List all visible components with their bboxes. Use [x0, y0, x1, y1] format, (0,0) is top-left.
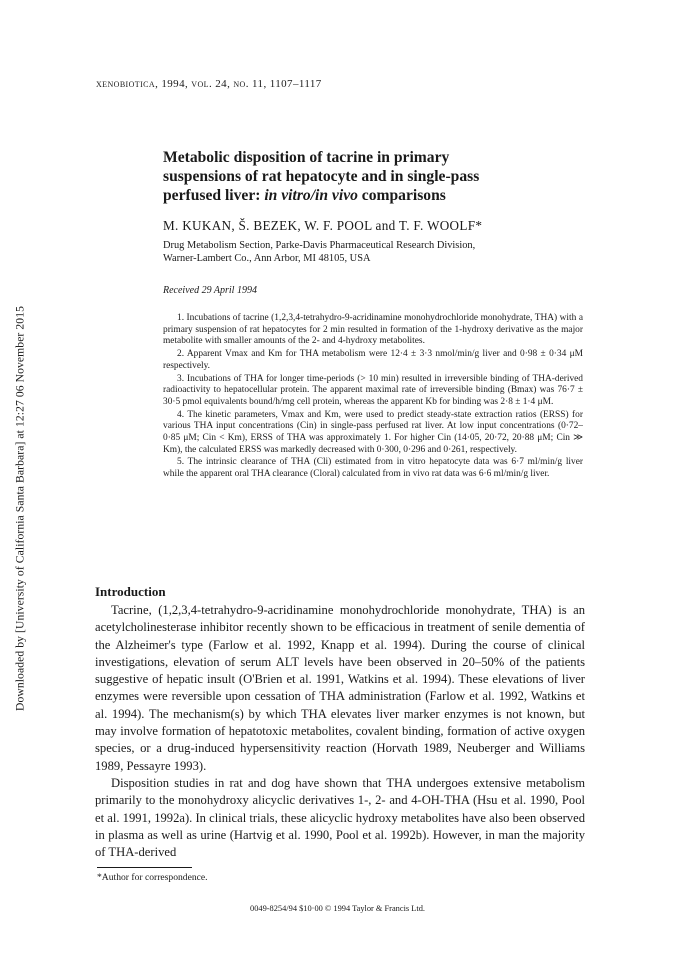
- title-italic-phrase: in vitro/in vivo: [264, 187, 358, 204]
- download-watermark: Downloaded by [University of California Santa Barbara] at 12:27 06 November 2015: [13, 306, 27, 711]
- title-line-3-start: perfused liver:: [163, 187, 265, 204]
- issue-number: 11: [252, 78, 264, 90]
- correspondence-footnote: *Author for correspondence.: [97, 872, 208, 883]
- abstract-point-5: 5. The intrinsic clearance of THA (Cli) estimated from in vitro hepatocyte data was 6·7 ml/min/g liver while the apparent oral THA clearance (Cloral) calculated from in vivo rat data was 6·6 ml/min/g liver.: [163, 457, 583, 480]
- journal-header: xenobiotica, 1994, vol. 24, no. 11, 1107–1117: [96, 78, 322, 90]
- page-range: 1107–1117: [269, 78, 322, 90]
- abstract-point-2: 2. Apparent Vmax and Km for THA metabolism were 12·4 ± 3·3 nmol/min/g liver and 0·98 ± 0·34 μM respectively.: [163, 349, 583, 371]
- intro-paragraph-2: Disposition studies in rat and dog have shown that THA undergoes extensive metabolism primarily to the monohydroxy alicyclic derivatives 1-, 2- and 4-OH-THA (Hsu et al. 1990, Pool et al. 1991, 1992a). In clinical trials, these alicyclic hydroxy metabolites have also been observed in plasma as well as urine (Hartvig et al. 1990, Pool et al. 1992b). However, in man the majority of THA-derived: [95, 775, 585, 860]
- affiliation-line-2: Warner-Lambert Co., Ann Arbor, MI 48105, USA: [163, 252, 371, 264]
- abstract: [163, 313, 583, 482]
- copyright-line: 0049-8254/94 $10·00 © 1994 Taylor & Francis Ltd.: [250, 904, 425, 913]
- abstract-point-4: 4. The kinetic parameters, Vmax and Km, were used to predict steady-state extraction ratios (ERSS) for various THA input concentrations (Cin) in single-pass perfused rat liver. At low input concentrations (0·72–0·85 μM; Cin < Km), ERSS of THA was approximately 1. For higher Cin (14·05, 20·72, 20·88 μM; Cin ≫ Km), the calculated ERSS was markedly decreased with 0·300, 0·296 and 0·261, respectively.: [163, 409, 583, 455]
- author-list: M. KUKAN, Š. BEZEK, W. F. POOL and T. F. WOOLF*: [163, 218, 483, 233]
- volume-label: vol.: [191, 78, 213, 90]
- title-line-1: Metabolic disposition of tacrine in primary: [163, 149, 450, 166]
- abstract-point-1: 1. Incubations of tacrine (1,2,3,4-tetrahydro-9-acridinamine monohydrochloride monohydrate, THA) with a primary suspension of rat hepatocytes for 2 min resulted in formation of the 1-hydroxy derivative as the major metabolite with smaller amounts of the 2- and 4-hydroxy metabolites.: [163, 313, 583, 347]
- affiliation: [163, 240, 583, 265]
- journal-year: 1994: [161, 78, 185, 90]
- article-title: [163, 148, 583, 205]
- abstract-point-3: 3. Incubations of THA for longer time-periods (> 10 min) resulted in irreversible binding of THA-derived radioactivity to hepatocellular protein. The apparent maximal rate of irreversible binding (Bmax) was 76·7 ± 30·5 pmol equivalents bound/h/mg cell protein, whereas the apparent Kb for binding was 2·8 ± 1·4 μM.: [163, 373, 583, 407]
- title-line-3-end: comparisons: [357, 187, 446, 204]
- affiliation-line-1: Drug Metabolism Section, Parke-Davis Pharmaceutical Research Division,: [163, 240, 476, 251]
- title-line-3: [163, 186, 583, 205]
- issue-label: no.: [233, 78, 249, 90]
- volume-number: 24: [215, 78, 228, 90]
- introduction-body: [95, 602, 585, 861]
- intro-paragraph-1: Tacrine, (1,2,3,4-tetrahydro-9-acridinamine monohydrochloride monohydrate, THA) is an acetylcholinesterase inhibitor recently shown to be efficacious in treatment of senile dementia of the Alzheimer's type (Farlow et al. 1992, Knapp et al. 1994). During the course of clinical investigations, elevation of serum ALT levels have been observed in 20–50% of the patients suggestive of hepatic insult (O'Brien et al. 1991, Watkins et al. 1994). These elevations of liver enzymes were reversible upon cessation of THA administration (Farlow et al. 1992, Watkins et al. 1994). The mechanism(s) by which THA elevates liver marker enzymes is not known, but may involve formation of hepatotoxic metabolites, covalent binding, formation of active oxygen species, or a drug-induced hypersensitivity reaction (Horvath 1989, Neuberger and Williams 1989, Pessayre 1993).: [95, 603, 585, 773]
- section-heading: Introduction: [95, 584, 166, 599]
- journal-name: xenobiotica: [96, 78, 156, 90]
- footnote-rule: [97, 867, 192, 868]
- title-line-2: suspensions of rat hepatocyte and in single-pass: [163, 168, 480, 185]
- received-date: Received 29 April 1994: [163, 285, 257, 296]
